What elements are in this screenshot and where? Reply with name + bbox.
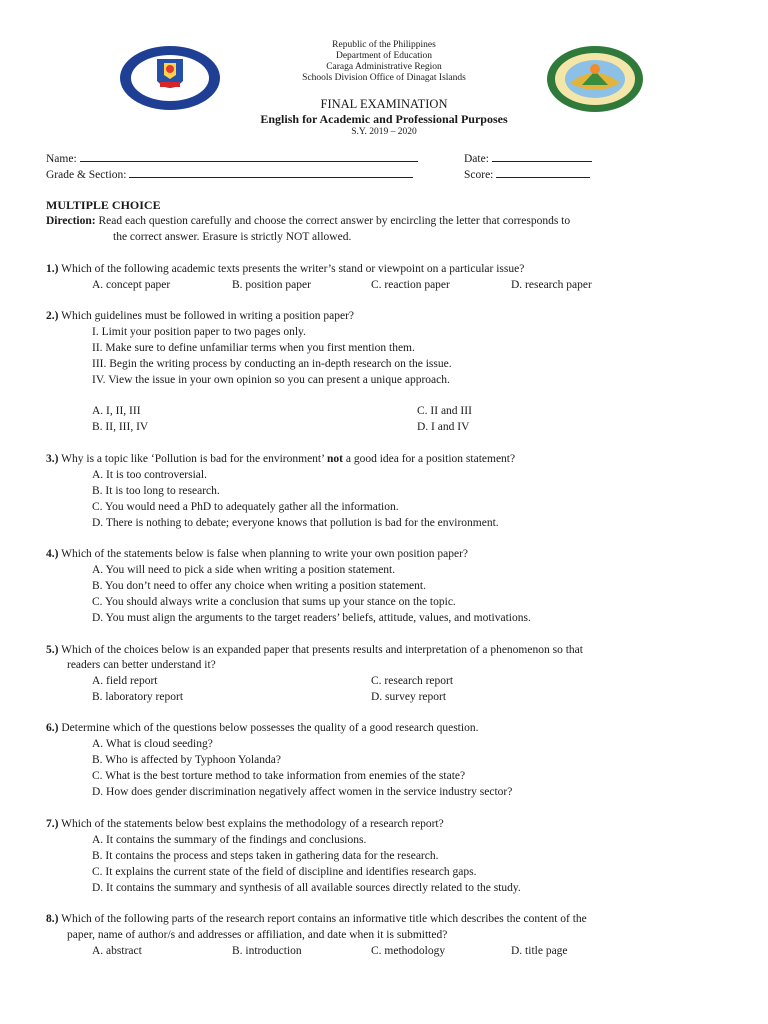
question-7 <box>46 816 444 832</box>
question-8-number: 8.) <box>46 913 59 925</box>
question-5 <box>46 642 583 658</box>
q8-choice-b[interactable]: B. introduction <box>232 945 302 957</box>
q8-choice-a[interactable]: A. abstract <box>92 945 142 957</box>
question-8-text-2: paper, name of author/s and addresses or affiliation, and date when it is submitted? <box>67 929 448 941</box>
date-field[interactable] <box>464 150 592 167</box>
question-4 <box>46 546 468 562</box>
question-4-number: 4.) <box>46 548 59 560</box>
q5-choice-d[interactable]: D. survey report <box>371 691 447 703</box>
question-1-number: 1.) <box>46 263 59 275</box>
q6-choice-c[interactable]: C. What is the best torture method to take information from enemies of the state? <box>92 770 466 782</box>
q2-choice-c[interactable]: C. II and III <box>417 405 472 417</box>
question-6 <box>46 720 478 736</box>
name-label: Name: <box>46 153 77 165</box>
name-blank[interactable] <box>80 150 418 162</box>
section-title: MULTIPLE CHOICE <box>46 198 161 212</box>
q1-choice-c[interactable]: C. reaction paper <box>371 279 450 291</box>
question-8-text-1: Which of the following parts of the research report contains an informative title which describes the content of the <box>61 913 587 925</box>
date-blank[interactable] <box>492 150 592 162</box>
question-4-text: Which of the statements below is false when planning to write your own position paper? <box>61 548 469 560</box>
header-line-region: Caraga Administrative Region <box>326 62 442 72</box>
q3-choice-b[interactable]: B. It is too long to research. <box>92 485 220 497</box>
q3-choice-a[interactable]: A. It is too controversial. <box>92 469 207 481</box>
q7-choice-b[interactable]: B. It contains the process and steps taken in gathering data for the research. <box>92 850 439 862</box>
q7-choice-d[interactable]: D. It contains the summary and synthesis of all available sources directly related to the study. <box>92 882 521 894</box>
header-line-deped: Department of Education <box>335 51 433 61</box>
q5-choice-b[interactable]: B. laboratory report <box>92 691 184 703</box>
q2-choice-a[interactable]: A. I, II, III <box>92 405 141 417</box>
q6-choice-d[interactable]: D. How does gender discrimination negatively affect women in the service industry sector? <box>92 786 513 798</box>
exam-title: FINAL EXAMINATION <box>320 97 448 111</box>
q5-choice-c[interactable]: C. research report <box>371 675 454 687</box>
q5-choice-a[interactable]: A. field report <box>92 675 158 687</box>
question-2-number: 2.) <box>46 310 59 322</box>
question-5-text-2: readers can better understand it? <box>67 659 216 671</box>
q7-choice-a[interactable]: A. It contains the summary of the findings and conclusions. <box>92 834 367 846</box>
q8-choice-d[interactable]: D. title page <box>511 945 568 957</box>
q4-choice-b[interactable]: B. You don’t need to offer any choice when writing a position statement. <box>92 580 426 592</box>
q4-choice-a[interactable]: A. You will need to pick a side when writing a position statement. <box>92 564 396 576</box>
exam-subject: English for Academic and Professional Purposes <box>260 112 508 126</box>
header-line-division: Schools Division Office of Dinagat Islands <box>302 73 466 83</box>
q4-choice-c[interactable]: C. You should always write a conclusion that sums up your stance on the topic. <box>92 596 456 608</box>
q2-choice-d[interactable]: D. I and IV <box>417 421 470 433</box>
direction-text-1: Read each question carefully and choose the correct answer by encircling the letter that corresponds to <box>98 215 571 227</box>
q6-choice-a[interactable]: A. What is cloud seeding? <box>92 738 213 750</box>
score-field[interactable] <box>464 166 590 183</box>
question-7-number: 7.) <box>46 818 59 830</box>
q2-choice-b[interactable]: B. II, III, IV <box>92 421 149 433</box>
grade-section-label: Grade & Section: <box>46 169 127 181</box>
direction-label: Direction: <box>46 215 96 227</box>
school-year: S.Y. 2019 – 2020 <box>351 127 417 137</box>
q2-roman-2: II. Make sure to define unfamiliar terms when you first mention them. <box>92 342 415 354</box>
grade-section-field[interactable] <box>46 166 413 183</box>
header-line-republic: Republic of the Philippines <box>332 40 436 50</box>
q2-roman-3: III. Begin the writing process by conducting an in-depth research on the issue. <box>92 358 452 370</box>
grade-section-blank[interactable] <box>129 166 413 178</box>
score-label: Score: <box>464 169 494 181</box>
question-5-number: 5.) <box>46 644 59 656</box>
question-3-number: 3.) <box>46 453 59 465</box>
question-8 <box>46 911 587 927</box>
question-3 <box>46 451 515 467</box>
q4-choice-d[interactable]: D. You must align the arguments to the target readers’ beliefs, attitude, values, and motivations. <box>92 612 531 624</box>
q2-roman-1: I. Limit your position paper to two pages only. <box>92 326 306 338</box>
score-blank[interactable] <box>496 166 590 178</box>
direction-line-1 <box>46 213 570 229</box>
question-3-text-pre: Why is a topic like ‘Pollution is bad for the environment’ <box>61 453 327 465</box>
question-7-text: Which of the statements below best explains the methodology of a research report? <box>61 818 444 830</box>
q7-choice-c[interactable]: C. It explains the current state of the field of discipline and identifies research gaps. <box>92 866 477 878</box>
question-2 <box>46 308 354 324</box>
question-3-text-bold: not <box>326 453 343 465</box>
question-3-text-post: a good idea for a position statement? <box>342 453 516 465</box>
question-1 <box>46 261 524 277</box>
q3-choice-c[interactable]: C. You would need a PhD to adequately gather all the information. <box>92 501 399 513</box>
q1-choice-d[interactable]: D. research paper <box>511 279 592 291</box>
question-2-text: Which guidelines must be followed in writing a position paper? <box>61 310 355 322</box>
question-1-text: Which of the following academic texts presents the writer’s stand or viewpoint on a particular issue? <box>61 263 525 275</box>
q8-choice-c[interactable]: C. methodology <box>371 945 446 957</box>
question-6-text: Determine which of the questions below possesses the quality of a good research question. <box>61 722 479 734</box>
q2-roman-4: IV. View the issue in your own opinion so you can present a unique approach. <box>92 374 450 386</box>
q3-choice-d[interactable]: D. There is nothing to debate; everyone knows that pollution is bad for the environment. <box>92 517 499 529</box>
date-label: Date: <box>464 153 489 165</box>
q1-choice-a[interactable]: A. concept paper <box>92 279 171 291</box>
q1-choice-b[interactable]: B. position paper <box>232 279 311 291</box>
direction-text-2: the correct answer. Erasure is strictly NOT allowed. <box>113 231 352 243</box>
q6-choice-b[interactable]: B. Who is affected by Typhoon Yolanda? <box>92 754 281 766</box>
question-5-text-1: Which of the choices below is an expanded paper that presents results and interpretation of a phenomenon so that <box>61 644 583 656</box>
name-field[interactable] <box>46 150 418 167</box>
question-6-number: 6.) <box>46 722 59 734</box>
